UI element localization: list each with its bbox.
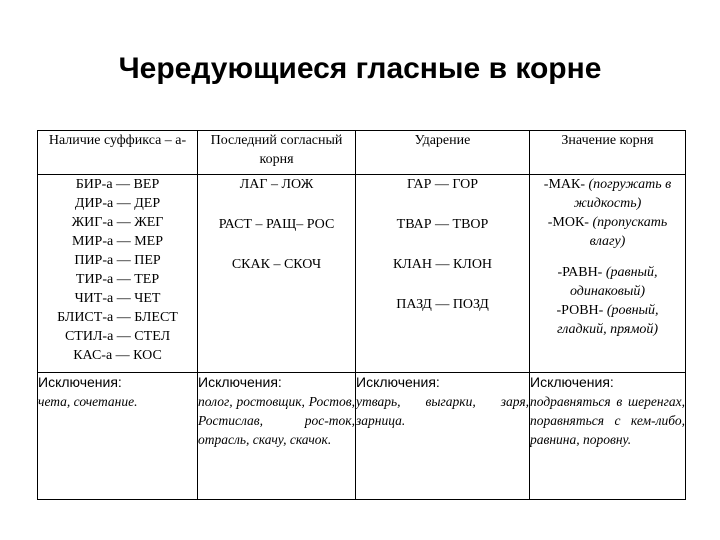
consonant-cell [198, 175, 356, 373]
rules-row [38, 175, 686, 373]
header-stress: Ударение [356, 131, 530, 175]
exceptions-text: полог, ростовщик, Ростов, Ростислав, рос-ток, отрасль, скачу, скачок. [198, 394, 355, 447]
pair-item: ЧИТ-а — ЧЕТ [74, 291, 161, 306]
header-consonant: Последний согласный корня [198, 131, 356, 175]
exceptions-cell-consonant [198, 373, 356, 500]
exceptions-cell-suffix [38, 373, 198, 500]
header-row [38, 131, 686, 175]
meaning-mok: -МОК- (пропускать влагу) [547, 215, 668, 249]
slide-title: Чередующиеся гласные в корне [118, 52, 602, 85]
alternation-table [37, 130, 686, 500]
stress-item: КЛАН — КЛОН [392, 257, 493, 272]
stress-item: ТВАР — ТВОР [396, 217, 489, 232]
pair-item: ПИР-а — ПЕР [74, 253, 161, 268]
exceptions-label: Исключения: [530, 374, 614, 390]
exceptions-row [38, 373, 686, 500]
exceptions-text: утварь, выгарки, заря, зарница. [356, 394, 529, 428]
exceptions-label: Исключения: [198, 374, 282, 390]
pair-item: ЖИГ-а — ЖЕГ [71, 215, 164, 230]
pair-item: ДИР-а — ДЕР [74, 196, 161, 211]
consonant-item: СКАК – СКОЧ [231, 257, 322, 272]
header-suffix: Наличие суффикса – а- [38, 131, 198, 175]
stress-item: ГАР — ГОР [406, 177, 479, 192]
exceptions-text: чета, сочетание. [38, 394, 138, 409]
consonant-item: ЛАГ – ЛОЖ [239, 177, 314, 192]
stress-cell [356, 175, 530, 373]
exceptions-label: Исключения: [38, 374, 122, 390]
exceptions-label: Исключения: [356, 374, 440, 390]
pair-item: ТИР-а — ТЕР [75, 272, 160, 287]
pair-item: МИР-а — МЕР [71, 234, 163, 249]
stress-item: ПАЗД — ПОЗД [396, 297, 489, 312]
meaning-ravn: -РАВН- (равный, одинаковый) [557, 265, 658, 299]
pair-item: БЛИСТ-а — БЛЕСТ [57, 310, 178, 325]
consonant-item: РАСТ – РАЩ– РОС [218, 217, 335, 232]
exceptions-cell-meaning [530, 373, 686, 500]
pair-item: КАС-а — КОС [73, 348, 162, 363]
meaning-rovn: -РОВН- (ровный, гладкий, прямой) [556, 303, 659, 337]
suffix-pairs-cell [38, 175, 198, 373]
pair-item: СТИЛ-а — СТЕЛ [64, 329, 171, 344]
exceptions-cell-stress [356, 373, 530, 500]
pair-item: БИР-а — ВЕР [75, 177, 160, 192]
exceptions-text: подравняться в шеренгах, поравняться с кем-либо, равнина, поровну. [530, 394, 685, 447]
header-meaning: Значение корня [530, 131, 686, 175]
meaning-cell [530, 175, 686, 373]
meaning-mak: -МАК- (погружать в жидкость) [543, 177, 672, 211]
